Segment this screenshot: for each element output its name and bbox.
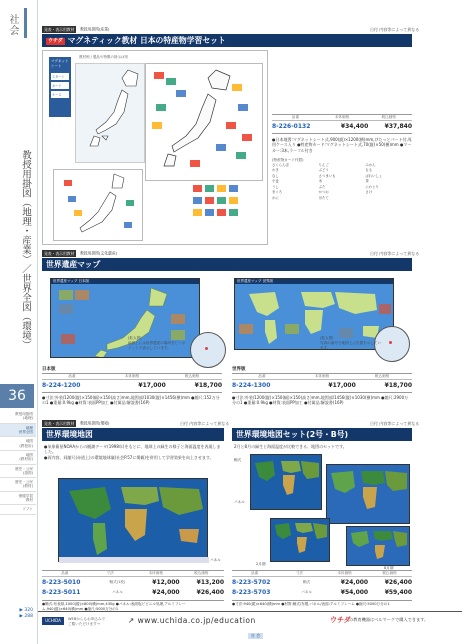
price-base: ¥34,400: [340, 122, 369, 130]
section1-tag: 発表・表示用教材: [44, 26, 75, 32]
product-card-item: さくらんぼ: [272, 163, 289, 167]
section1-brand: ウチダ: [48, 38, 63, 44]
sidebar-divider: [37, 0, 38, 644]
section2-subcat: 教授用掛図(文化遺産): [79, 250, 118, 256]
sidebar-bottom-links: [0, 608, 36, 621]
product-card-item: みかん: [365, 163, 376, 167]
price-base: ¥17,000: [328, 381, 356, 389]
product-card-item: りんご: [318, 163, 329, 167]
product-card-item: かき: [272, 168, 279, 173]
section4-desc: 2月と8月の緑生と海面温度が比較できる、地図のセットです。: [234, 444, 347, 449]
section3-note: 日付 内容等によって異なる: [180, 421, 230, 426]
section2-banner: [42, 258, 412, 271]
product-card-item: にわとり: [365, 184, 379, 189]
section3-desc: ●気象衛星NOAAからの観測データ(1998年)をもとに、地球上の緑生の様子と海面温度を表現しました。 ●両内容、同縮尺(赤道上)の環境地球儀(社会P.57に掲載)を併用して学習効果を向上させます。: [44, 444, 221, 460]
price-tax: ¥18,700: [194, 381, 222, 389]
section4-cap-right: 8月期: [384, 566, 394, 570]
product-card-item: かつお: [318, 190, 329, 195]
section4-title: 世界環境地図セット(2号・B号): [236, 430, 349, 439]
section4-note: 日付 内容等によって異なる: [370, 421, 420, 426]
section1-note: 日付 内容等によって異なる: [370, 27, 420, 32]
caption-japan: 日本版: [42, 367, 56, 372]
bottom-link-288[interactable]: ▶ 288: [19, 614, 33, 620]
caption-world: 世界版: [232, 367, 246, 372]
table-row: 8-223-5010 軸式(1枚) ¥12,000 ¥13,200: [42, 578, 224, 586]
cards-grid: [193, 185, 263, 241]
japan-map-small: [53, 169, 143, 241]
section3-spec: ●軸式:布表紙,1000(縦)×800(横)mm,430g ●パネル:表面塩ビビニル処理,アルミフレーム,940(縦)×640(横)mm ●縮尺:5000万分の1: [42, 602, 186, 611]
sidebar-item-3[interactable]: 地図 (教材用): [0, 451, 36, 465]
section1-spec: ●日本地図:マグネットシート式,900(縦)×1200(横)mm,ぴたっとパート付,専用ケース入り ●特産物カード:マグネットシート式,70(縦)×50(横)mm ●マーカー:3本,ラーフル付き: [272, 137, 412, 153]
section-long-title: 教授用掛図（地理・産業）／世界全図（環境）: [20, 150, 31, 350]
env-set-map-aug: [326, 464, 410, 524]
japan-map-base: [75, 63, 145, 163]
env-panel-label: パネル: [210, 558, 221, 562]
sidebar-item-6[interactable]: 保健学習 教材: [0, 492, 36, 506]
section2-title: 世界遺産マップ: [46, 260, 101, 269]
section2-note: 日付 内容等によって異なる: [370, 251, 420, 256]
sidebar-item-1[interactable]: 地理 世界全図: [0, 424, 36, 438]
footer-web-note: WEBからもお申込みで ご覧いただけます→: [68, 617, 106, 626]
arrow-icon: ▶: [19, 614, 25, 620]
section3-subcat: 教授用掛図(環境): [79, 420, 110, 426]
section1-banner: [42, 34, 412, 47]
product-card-item: ぶどう: [318, 168, 329, 173]
footer-category-mark: 社 会: [248, 633, 263, 639]
arrow-icon: ▶: [19, 608, 25, 613]
japan-map-small-shape: [54, 170, 144, 242]
world-heritage-map: 世界遺産マップ 世界版: [234, 278, 394, 350]
section3-title: 世界環境地図: [46, 430, 93, 439]
heritage-world-price: 品番 本体価格 税込価格 8-224-1300 ¥17,000 ¥18,700: [232, 373, 412, 393]
price-tax: ¥18,700: [384, 381, 412, 389]
heritage-world-spec: ●寸法:外装/1200(縦)×150(幅)×150(高さ)mm,地図部/1456(縦)×1030(横)mm ●縮尺:2900万分の1 ●重量:0.9kg ●材質:表面PP加工 ●付属品:解説書(16P): [232, 395, 409, 406]
env-map: [58, 478, 208, 562]
section2-header: [42, 250, 342, 258]
page-number: 36: [0, 384, 34, 408]
world-zoom-note: (拡大図) 写真の番号で地図上に位置を示しています。: [320, 336, 382, 350]
footer-brand-mark: ウチダ: [330, 616, 351, 624]
section3-price-table: 品番 寸法 本体価格 税込価格 8-223-5010 軸式(1枚) ¥12,000 ¥13,200 8-223-5011 パネル ¥24,000 ¥26,400: [42, 570, 224, 601]
table-row: 8-223-5702 軸式 ¥24,000 ¥26,400: [232, 578, 413, 586]
section3-tag: 発表・表示用教材: [44, 420, 75, 426]
japan-map-shape: [76, 64, 146, 164]
bottom-link-320[interactable]: ▶ 320: [19, 608, 33, 613]
section1-subcat: 教授用掛図(産業): [79, 26, 110, 32]
product-card-item: 小麦: [272, 179, 279, 184]
sidebar-item-5[interactable]: 歴史・公民 (教材): [0, 478, 36, 492]
table-row: 8-223-5703 パネル ¥54,000 ¥59,400: [232, 588, 413, 596]
magnet-panel: マグネット シート スタート カード ケース: [49, 57, 71, 117]
product-card-item: さけ: [365, 190, 373, 195]
section1-header: [42, 26, 412, 34]
japan-zoom-circle: [190, 332, 226, 368]
product-card-item: ばれいしょ: [365, 173, 383, 178]
category-bar: [24, 8, 27, 38]
env-set-map-feb: [250, 454, 322, 510]
section3-banner: [42, 428, 224, 441]
section4-label-b: パネル: [234, 500, 245, 504]
product-code[interactable]: 8-226-0132: [272, 122, 311, 130]
product-code[interactable]: 8-223-5703: [232, 588, 271, 596]
section1-title: マグネティック教材 日本の特産物学習セット: [67, 36, 226, 45]
env-map-image: [42, 478, 224, 570]
sidebar-item-7[interactable]: ソフト: [0, 505, 36, 514]
sidebar-item-0[interactable]: 教授用掛図 (地理): [0, 410, 36, 424]
japan-map-cards: [145, 63, 263, 181]
product-card-item: もも: [365, 168, 373, 173]
footer-bellmark-note: の教育機器はベルマークで購入できます。: [349, 617, 429, 622]
section1-price-table: 品番 本体価格 税込価格 8-226-0132 ¥34,400 ¥37,840: [272, 114, 412, 134]
japan-zoom-note: (拡大図) 地図上には世界遺産の場所をピンポイントで表示しています。: [128, 336, 186, 350]
env-set-panel-aug: [346, 526, 410, 566]
product-code[interactable]: 8-224-1300: [232, 381, 271, 389]
product-card-item: さつまいも: [318, 173, 336, 178]
sidebar-item-2[interactable]: 地図 (教授用): [0, 437, 36, 451]
env-map-shape: [59, 479, 209, 563]
product-code[interactable]: 8-223-5702: [232, 578, 271, 586]
product-card-item: ぶた: [318, 184, 326, 189]
japan-map-cards-shape: [146, 64, 264, 182]
heritage-japan-price: 品番 本体価格 税込価格 8-224-1200 ¥17,000 ¥18,700: [42, 373, 222, 393]
product-code[interactable]: 8-224-1200: [42, 381, 81, 389]
env-set-panel-feb: [270, 518, 330, 562]
table-row: 8-223-5011 パネル ¥24,000 ¥26,400: [42, 588, 224, 596]
section1-product-table: (特産物カード代替) さくらんぼ りんご みかん かき ぶどう もも なし さつまいも ばれいしょ 小麦 米 茶 うし ぶた にわとり まぐろ かつお さけ かに ほたて: [272, 158, 412, 246]
japan-heritage-map: 世界遺産マップ 日本版: [50, 278, 200, 358]
section2-tag: 発表・表示用教材: [44, 250, 75, 256]
product-card-item: かに: [272, 195, 279, 200]
env-set-image: [250, 454, 412, 566]
product-card-item: ほたて: [318, 195, 329, 200]
section4-banner: [232, 428, 412, 441]
sidebar-item-4[interactable]: 歴史・公民 (掛図): [0, 465, 36, 479]
product-card-item: まぐろ: [272, 190, 283, 195]
footer-divider: [38, 611, 462, 612]
japan-map-cards-small: [193, 185, 263, 241]
product-card-item: 茶: [365, 179, 369, 184]
uchida-logo: UCHIDA: [42, 617, 64, 625]
heritage-japan-spec: ●寸法:外装/1200(縦)×150(幅)×150(高さ)mm,地図部/1030(縦)×1456(横)mm ●縮尺:152万分の1 ●重量:0.9kg ●材質:表面PP加工 ●付属品:解説書(16P): [42, 395, 220, 406]
product-card-item: うし: [272, 184, 279, 189]
product-code[interactable]: 8-223-5010: [42, 578, 81, 586]
section4-cap-left: 2月期: [256, 562, 266, 566]
price-tax: ¥37,840: [384, 122, 412, 130]
arrow-icon: ↗: [128, 616, 138, 625]
section4-label-a: 軸式: [234, 458, 242, 462]
product-code[interactable]: 8-223-5011: [42, 588, 81, 596]
category-title: 社会: [7, 14, 18, 36]
sidebar-index: [0, 410, 36, 515]
section1-price-row: [272, 121, 412, 131]
section1-image: マグネット シート スタート カード ケース 教材例 / 製品や特徴の指示は別: [42, 50, 268, 245]
price-base: ¥17,000: [138, 381, 166, 389]
product-card-item: 米: [318, 179, 323, 184]
footer-url-link[interactable]: ↗ www.uchida.co.jp/education: [128, 616, 256, 625]
product-card-item: なし: [272, 173, 279, 178]
section4-spec: ●寸法:940(縦)×640(横)mm ●材質:軸式/布製,パネル/表面:アルミフレーム ●縮尺:5000万分の1: [232, 602, 390, 606]
section4-price-table: 品番 寸法 本体価格 税込価格 8-223-5702 軸式 ¥24,000 ¥26,400 8-223-5703 パネル ¥54,000 ¥59,400: [232, 570, 412, 601]
